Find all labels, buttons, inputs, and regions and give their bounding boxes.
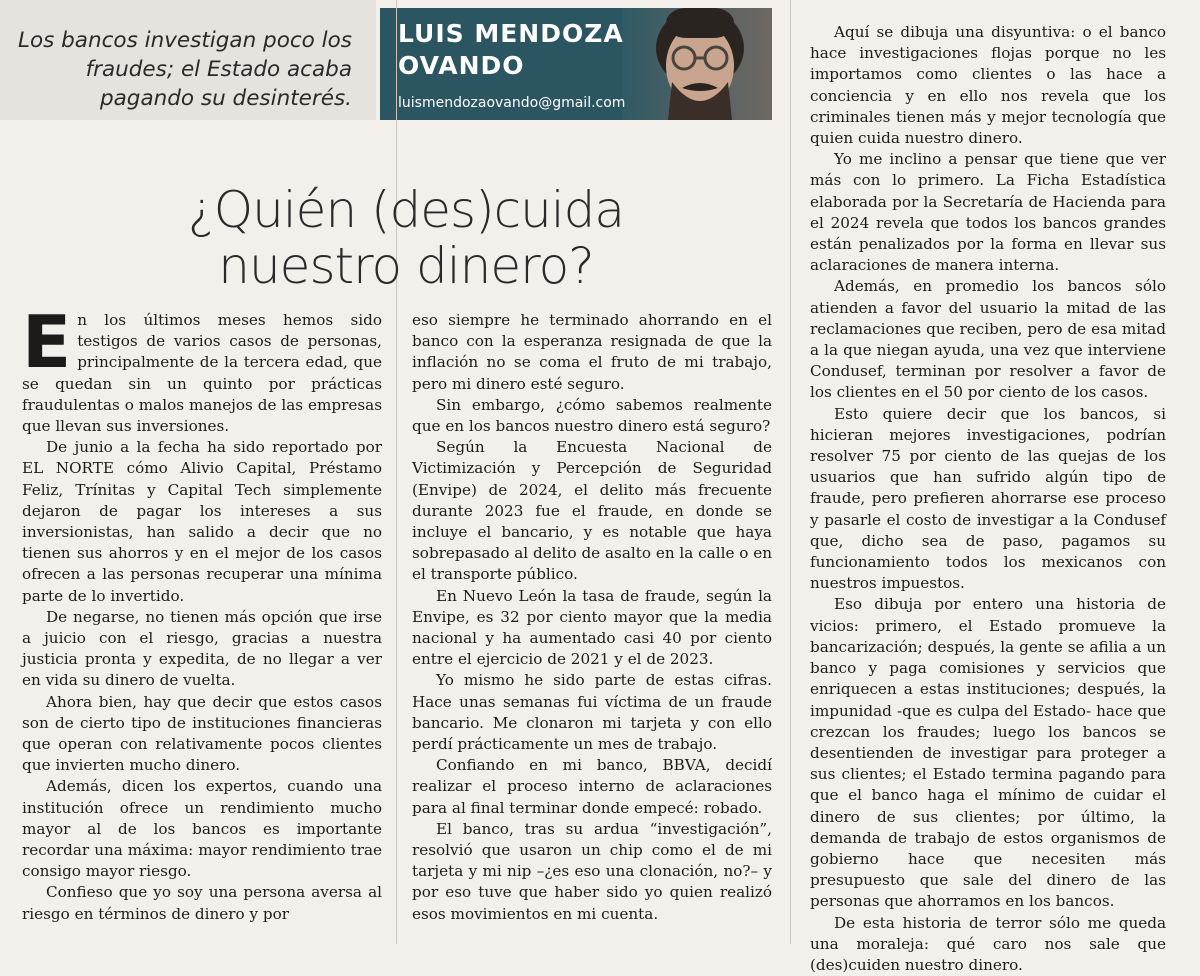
author-banner <box>380 8 772 120</box>
author-email[interactable]: luismendozaovando@gmail.com <box>398 95 626 111</box>
column-divider <box>396 0 397 944</box>
paragraph: Esto quiere decir que los bancos, si hicieran mejores investigaciones, podrían resolver 75 por ciento de las quejas de los usuarios que han sufrido algún tipo de fraude, pero prefieren ahorrarse ese proceso y pasarle el costo de investigar a la Condusef que, dicho sea de paso, pagamos su funcionamiento todos los mexicanos con nuestros impuestos. <box>810 404 1166 593</box>
author-name: LUIS MENDOZA OVANDO <box>398 19 624 80</box>
paragraph: En los últimos meses hemos sido testigos de varios casos de personas, principalmente de la tercera edad, que se quedan sin un quinto por prácticas fraudulentas o malos manejos de las empresas que llevan sus inversiones. <box>22 300 382 436</box>
paragraph: De negarse, no tienen más opción que irse a juicio con el riesgo, gracias a nuestra justicia pronta y expedita, de no llegar a ver en vida su dinero de vuelta. <box>22 607 382 690</box>
paragraph: Sin embargo, ¿cómo sabemos realmente que en los bancos nuestro dinero está seguro? <box>412 395 772 436</box>
deck-text: Los bancos investigan poco los fraudes; el Estado acaba pagando su desinterés. <box>17 28 352 111</box>
article-column-2 <box>412 310 772 925</box>
paragraph: Yo me inclino a pensar que tiene que ver más con lo primero. La Ficha Estadística elaborada por la Secretaría de Hacienda para el 2024 revela que todos los bancos grandes están penalizados por la forma en llevar sus aclaraciones de manera interna. <box>810 150 1166 275</box>
paragraph: Confieso que yo soy una persona aversa al riesgo en términos de dinero y por <box>22 883 382 923</box>
article-column-3 <box>810 22 1166 976</box>
paragraph: Confiando en mi banco, BBVA, decidí realizar el proceso interno de aclaraciones para al final terminar donde empecé: robado. <box>412 756 772 817</box>
paragraph: eso siempre he terminado ahorrando en el banco con la esperanza resignada de que la inflación no se coma el fruto de mi trabajo, pero mi dinero esté seguro. <box>412 311 772 393</box>
paragraph: Además, en promedio los bancos sólo atienden a favor del usuario la mitad de las reclamaciones que reciben, pero de esa mitad a la que niegan ayuda, una vez que interviene Condusef, terminan por resolver a favor de los clientes en el 50 por ciento de los casos. <box>810 277 1166 402</box>
deck-box <box>0 0 376 120</box>
paragraph: Además, dicen los expertos, cuando una institución ofrece un rendimiento mucho mayor al de los bancos es importante recordar una máxima: mayor rendimiento trae consigo mayor riesgo. <box>22 777 382 881</box>
paragraph: De esta historia de terror sólo me queda una moraleja: qué caro nos sale que (des)cuiden nuestro dinero. <box>810 913 1166 974</box>
paragraph: Aquí se dibuja una disyuntiva: o el banco hace investigaciones flojas porque no les importamos como clientes o las hace a conciencia y en ello nos revela que los criminales tienen más y mejor tecnología que quien cuida nuestro dinero. <box>810 23 1166 148</box>
paragraph: Eso dibuja por entero una historia de vicios: primero, el Estado promueve la bancarización; después, la gente se afilia a un banco y paga comisiones y servicios que enriquecen a estas instituciones; después, la impunidad -que es culpa del Estado- hace que crezcan los fraudes; luego los bancos se desentienden de investigar para proteger a sus clientes; el Estado termina pagando para que el banco haga el mínimo de cuidar el dinero de sus clientes; por último, la demanda de trabajo de estos organismos de gobierno hace que necesiten más presupuesto que sale del dinero de las personas que ahorramos en los bancos. <box>810 595 1166 911</box>
column-divider <box>790 0 791 944</box>
paragraph: Yo mismo he sido parte de estas cifras. Hace unas semanas fui víctima de un fraude bancario. Me clonaron mi tarjeta y con ello perdí prácticamente un mes de trabajo. <box>412 671 772 754</box>
paragraph: En Nuevo León la tasa de fraude, según la Envipe, es 32 por ciento mayor que la media nacional y ha aumentado casi 40 por ciento entre el ejercicio de 2021 y el de 2023. <box>412 586 772 669</box>
article-column-1 <box>22 300 382 925</box>
paragraph: El banco, tras su ardua “investigación”, resolvió que usaron un chip como el de mi tarjeta y mi nip –¿es eso una clonación, no?– y por eso tuve que haber sido yo quien realizó esos movimientos en mi cuenta. <box>412 819 772 923</box>
paragraph: Según la Encuesta Nacional de Victimización y Percepción de Seguridad (Envipe) de 2024, el delito más frecuente durante 2023 fue el fraude, en donde se incluye el bancario, y es notable que haya sobrepasado al delito de asalto en la calle o en el transporte público. <box>412 438 773 584</box>
paragraph: Ahora bien, hay que decir que estos casos son de cierto tipo de instituciones financieras que operan con relativamente pocos clientes que invierten mucho dinero. <box>22 692 382 775</box>
paragraph: De junio a la fecha ha sido reportado por EL NORTE cómo Alivio Capital, Préstamo Feliz, Trínitas y Capital Tech simplemente dejaron de pagar los intereses a sus inversionistas, han salido a decir que no tienen sus ahorros y en el mejor de los casos ofrecen a las personas recuperar una mínima parte de lo invertido. <box>22 438 382 605</box>
headline: ¿Quién (des)cuida nuestro dinero? <box>187 180 625 295</box>
drop-cap: E <box>22 300 72 384</box>
